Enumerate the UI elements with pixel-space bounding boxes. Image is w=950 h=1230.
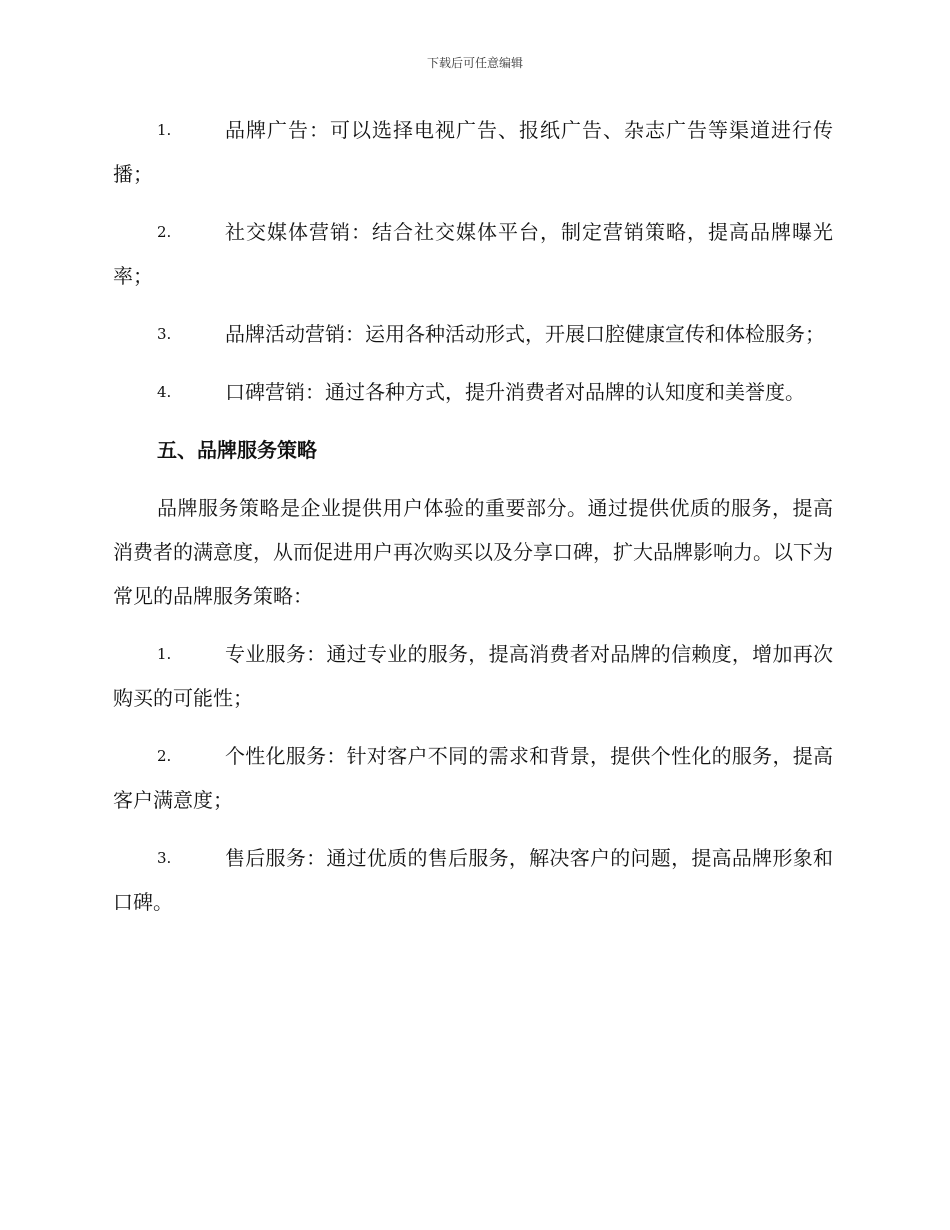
list-item-text: 品牌广告：可以选择电视广告、报纸广告、杂志广告等渠道进行传播； bbox=[113, 118, 833, 186]
list-item bbox=[113, 632, 833, 720]
document-body bbox=[113, 108, 833, 938]
section-intro-paragraph: 品牌服务策略是企业提供用户体验的重要部分。通过提供优质的服务，提高消费者的满意度，从而促进用户再次购买以及分享口碑，扩大品牌影响力。以下为常见的品牌服务策略： bbox=[113, 496, 833, 608]
list-item-number: 2. bbox=[157, 747, 172, 765]
page-header: 下载后可任意编辑 bbox=[426, 56, 523, 70]
list-item-number: 1. bbox=[157, 121, 172, 139]
section-heading: 五、品牌服务策略 bbox=[157, 438, 317, 462]
list-item-number: 2. bbox=[157, 223, 172, 241]
list-item-text: 品牌活动营销：运用各种活动形式，开展口腔健康宣传和体检服务； bbox=[225, 322, 825, 346]
list-item bbox=[113, 210, 833, 298]
list-item-text: 专业服务：通过专业的服务，提高消费者对品牌的信赖度，增加再次购买的可能性； bbox=[113, 642, 833, 710]
list-item-text: 售后服务：通过优质的售后服务，解决客户的问题，提高品牌形象和口碑。 bbox=[113, 846, 833, 914]
list-item bbox=[113, 734, 833, 822]
list-item bbox=[113, 312, 833, 356]
list-item-number: 4. bbox=[157, 383, 172, 401]
list-item bbox=[113, 370, 833, 414]
list-item-text: 个性化服务：针对客户不同的需求和背景，提供个性化的服务，提高客户满意度； bbox=[113, 744, 833, 812]
list-item-text: 口碑营销：通过各种方式，提升消费者对品牌的认知度和美誉度。 bbox=[225, 380, 805, 404]
list-item bbox=[113, 836, 833, 924]
list-item-text: 社交媒体营销：结合社交媒体平台，制定营销策略，提高品牌曝光率； bbox=[113, 220, 833, 288]
list-item-number: 3. bbox=[157, 849, 172, 867]
list-item bbox=[113, 108, 833, 196]
list-item-number: 1. bbox=[157, 645, 172, 663]
list-item-number: 3. bbox=[157, 325, 172, 343]
